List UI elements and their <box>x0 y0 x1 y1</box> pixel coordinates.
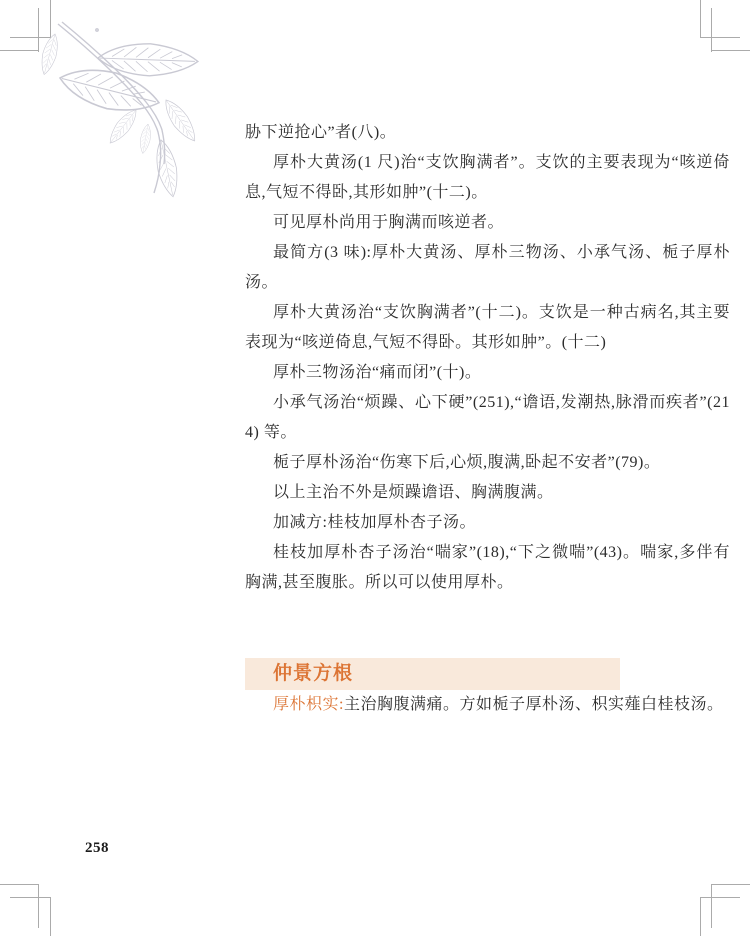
paragraph-xiao-chengqi-tang: 小承气汤治“烦躁、心下硬”(251),“谵语,发潮热,脉滑而疾者”(214) 等。 <box>245 394 730 441</box>
formula-pair-label: 厚朴枳实: <box>273 696 344 713</box>
text-column <box>245 118 730 720</box>
paragraph-guizhi-jia-houpo: 桂枝加厚朴杏子汤治“喘家”(18),“下之微喘”(43)。喘家,多伴有胸满,甚至腹胀。所以可以使用厚朴。 <box>245 544 730 591</box>
section-banner <box>245 658 620 690</box>
paragraph-houpo-sanwu-tang: 厚朴三物汤治“痛而闭”(十)。 <box>273 364 482 381</box>
paragraph-conclusion-chest: 可见厚朴尚用于胸满而咳逆者。 <box>273 214 505 231</box>
page-number: 258 <box>85 840 109 856</box>
paragraph-houpo-dahuang-tang: 厚朴大黄汤治“支饮胸满者”(十二)。支饮是一种古病名,其主要表现为“咳逆倚息,气短不得卧。其形如肿”。(十二) <box>245 304 730 351</box>
leaf-branch-illustration <box>30 16 235 216</box>
paragraph-houpo-dahuang-intro: 厚朴大黄汤(1 尺)治“支饮胸满者”。支饮的主要表现为“咳逆倚息,气短不得卧,其形如肿”(十二)。 <box>245 154 730 201</box>
highlight-simplest-formulas: 最简方(3 味):厚朴大黄汤、厚朴三物汤、小承气汤、栀子厚朴汤。 <box>245 244 730 291</box>
formula-pair-text: 主治胸腹满痛。方如栀子厚朴汤、枳实薤白桂枝汤。 <box>343 696 724 713</box>
section-banner-title: 仲景方根 <box>273 663 354 684</box>
paragraph-summary: 以上主治不外是烦躁谵语、胸满腹满。 <box>273 484 554 501</box>
paragraph-zhizi-houpo-tang: 栀子厚朴汤治“伤寒下后,心烦,腹满,卧起不安者”(79)。 <box>273 454 661 471</box>
highlight-modified-formula: 加减方:桂枝加厚朴杏子汤。 <box>273 514 476 531</box>
paragraph-houpo-zhishi <box>245 690 730 720</box>
paragraph-continuation: 胁下逆抢心”者(八)。 <box>245 124 397 141</box>
